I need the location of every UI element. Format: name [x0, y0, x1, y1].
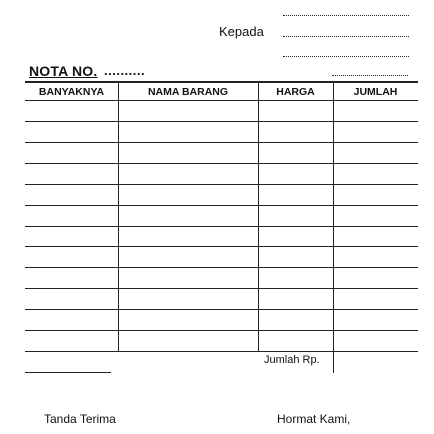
hormat-kami-label: Hormat Kami, — [277, 412, 351, 426]
kepada-name-line[interactable] — [283, 36, 409, 37]
table-row-divider — [25, 163, 418, 164]
table-row-divider — [25, 330, 418, 331]
column-header-harga: HARGA — [276, 86, 315, 98]
address-line-1[interactable] — [283, 15, 409, 16]
table-row-divider — [25, 246, 418, 247]
nota-number-label: NOTA NO. — [29, 63, 98, 79]
table-header-bottom — [25, 100, 418, 101]
column-header-banyaknya: BANYAKNYA — [38, 86, 105, 98]
table-row-divider — [25, 142, 418, 143]
table-row-divider — [25, 205, 418, 206]
address-line-3[interactable] — [283, 56, 409, 57]
date-line[interactable] — [332, 75, 408, 76]
table-row-divider — [25, 184, 418, 185]
table-bottom-border — [25, 351, 418, 352]
kepada-label: Kepada — [219, 24, 264, 39]
tanda-terima-label: Tanda Terima — [44, 412, 116, 426]
table-row-divider — [25, 267, 418, 268]
receiver-signature-line[interactable] — [25, 372, 111, 373]
column-header-jumlah: JUMLAH — [353, 86, 398, 98]
table-row-divider — [25, 226, 418, 227]
nota-number-field[interactable]: .......... — [104, 63, 146, 78]
table-row-divider — [25, 309, 418, 310]
table-row-divider — [25, 121, 418, 122]
column-header-nama-barang: NAMA BARANG — [147, 86, 229, 98]
table-row-divider — [25, 288, 418, 289]
total-label: Jumlah Rp. — [264, 354, 320, 366]
table-top-border — [25, 81, 418, 83]
